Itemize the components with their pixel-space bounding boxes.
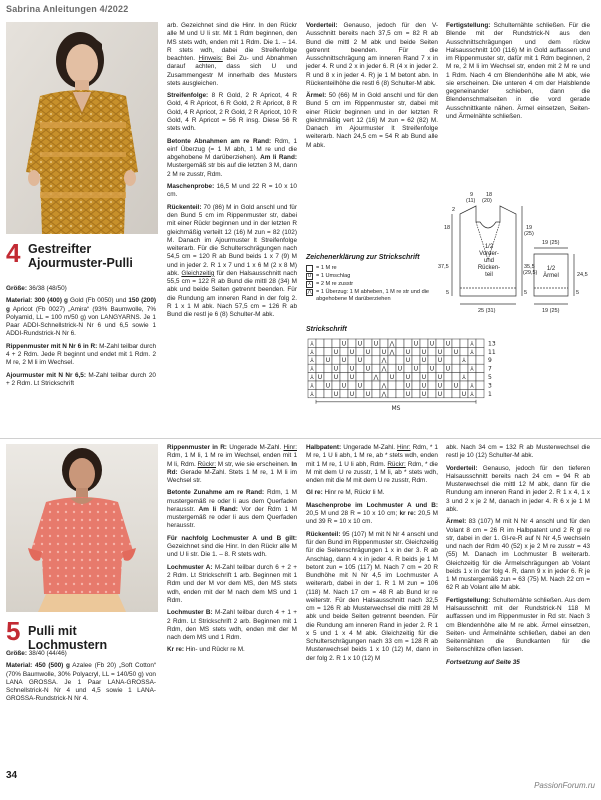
pattern4-col3 — [306, 22, 438, 154]
chart-symbol: U — [437, 348, 443, 356]
chart-symbol: U — [349, 390, 355, 398]
legend-symbol: ⋀ — [307, 289, 312, 295]
chart-symbol: U — [437, 357, 443, 365]
chart-symbol: U — [437, 374, 443, 381]
chart-symbol: U — [405, 374, 411, 381]
chart-cell — [452, 364, 460, 372]
pattern5-col2 — [167, 444, 297, 659]
legend-label: = 1 M re — [316, 265, 337, 271]
chart-cell — [356, 364, 364, 372]
paragraph: Streifenfolge: 8 R Gold, 2 R Apricot, 4 R Gold, 4 R Apricot, 6 R Gold, 2 R Apricot, 8 R Gold, 4 R Apricot, 2 R Gold, 2 R Apricot, 10 R Gold, 4 R Apricot = 56 R insg. Diese 56 R stets wdh. — [167, 92, 297, 133]
watermark: PassionForum.ru — [534, 781, 595, 790]
chart-row-number: 9 — [488, 357, 492, 365]
paragraph: Für nachfolg Lochmuster A und B gilt: Gezeichnet sind die Hinr. In den Rückr alle M und U li str. Die 1. – 8. R stets wdh. — [167, 534, 297, 559]
chart-cell — [396, 381, 404, 389]
chart-cell — [332, 381, 340, 389]
chart-symbol: U — [421, 382, 427, 390]
chart-symbol: U — [341, 340, 347, 348]
paragraph: Gl re: Hinr re M, Rückr li M. — [306, 489, 385, 497]
chart-cell — [420, 364, 428, 372]
chart-symbol: U — [365, 348, 371, 356]
page-header: Sabrina Anleitungen 4/2022 — [6, 4, 129, 14]
chart-symbol: ⅄ — [470, 365, 474, 373]
pattern5-number: 5 — [6, 616, 21, 646]
chart-symbol: U — [413, 365, 419, 373]
chart-cell — [316, 364, 324, 372]
chart-cell — [428, 356, 436, 364]
legend-label: = 1 Umschlag — [316, 273, 351, 279]
chart-cell — [332, 339, 340, 347]
chart-symbol: ⅄ — [310, 374, 314, 381]
pattern5-col3 — [306, 444, 438, 667]
sleeve-5: 5 — [576, 290, 580, 296]
pattern4-title-line1: Gestreifter — [28, 242, 92, 256]
paragraph: Maschenprobe im Lochmuster A und B: 20,5 M und 28 R = 10 x 10 cm; kr re: 20,5 M und 39 R = 10 x 10 cm. — [306, 501, 438, 526]
chart-cell — [444, 356, 452, 364]
chart-cell — [468, 356, 476, 364]
chart-symbol: U — [381, 348, 387, 356]
chart-symbol: ⅄ — [310, 382, 314, 390]
chart-cell — [476, 381, 484, 389]
chart-cell — [476, 356, 484, 364]
chart-symbol: U — [357, 357, 363, 365]
paragraph: Lochmuster B: M-Zahl teilbar durch 4 + 1 + 2 Rdm. Lt Strickschrift 2 arb. Beginnen mit 1 Rdm, den MS stets wdh, enden mit der M nach dem MS und 1 Rdm. — [167, 609, 297, 641]
chart-row-number: 5 — [488, 374, 492, 381]
dim-37: 37,5 — [438, 264, 449, 270]
dim-2: 2 — [452, 207, 456, 213]
chart-cell — [356, 373, 364, 381]
chart-symbol: U — [341, 357, 347, 365]
legend-label: = 1 Überzug: 1 M abheben, 1 M re str und die abgehobene M darüberziehen — [316, 289, 430, 302]
chart-symbol: U — [333, 348, 339, 356]
pattern4-col2 — [167, 22, 297, 323]
chart-symbol: U — [349, 374, 355, 381]
chart-symbol: U — [429, 340, 435, 348]
pattern5-col1 — [6, 650, 156, 708]
chart-cell — [436, 364, 444, 372]
chart-cell — [316, 339, 324, 347]
dim-35: 35,5 — [524, 264, 535, 270]
chart-cell — [356, 389, 364, 397]
chart-symbol: U — [445, 365, 451, 373]
chart-symbol: U — [437, 390, 443, 398]
chart-cell — [396, 339, 404, 347]
chart-cell — [444, 389, 452, 397]
paragraph: Vorderteil: Genauso, jedoch für den tieferen Halsausschnitt bereits nach 24 cm = 94 R ab Musterwechsel die mittl 12 M abk, dann für die Rundung am inneren Rand in jeder 2. R 1 x 4, 1 x 3 und 2 x je 2 M, danach in jeder 4. R 6 x je 1 M abk. — [446, 464, 590, 513]
chart-symbol: U — [461, 390, 467, 398]
chart-cell — [452, 356, 460, 364]
paragraph: Betonte Zunahme am re Rand: Rdm, 1 M mustergemäß re oder li aus dem Querfaden herausstr. Am li Rand: Vor der Rdm 1 M mustergemäß re oder li aus dem Querfaden herausstr. — [167, 489, 298, 530]
chart-symbol: U — [405, 390, 411, 398]
chart-symbol: U — [405, 382, 411, 390]
legend-symbol: U — [307, 273, 312, 279]
dim-5: 5 — [446, 290, 450, 296]
chart-cell — [460, 347, 468, 355]
pattern4-col4 — [446, 22, 590, 125]
sleeve-top: 19 (25) — [542, 240, 560, 246]
chart-cell — [476, 347, 484, 355]
front-back-label: 1/2 Vorder- und Rücken- teil — [477, 244, 501, 278]
chart-cell — [428, 389, 436, 397]
chart-cell — [420, 339, 428, 347]
chart-cell — [316, 356, 324, 364]
chart-cell — [316, 389, 324, 397]
chart-symbol: U — [453, 348, 459, 356]
chart-cell — [348, 381, 356, 389]
chart-symbol: U — [349, 365, 355, 373]
chart-symbol: U — [333, 374, 339, 381]
chart-cell — [444, 347, 452, 355]
sleeve-bottom: 19 (25) — [542, 308, 560, 314]
chart-symbol: U — [397, 365, 403, 373]
chart-symbol: U — [373, 340, 379, 348]
page-number: 34 — [6, 770, 18, 781]
chart-cell — [460, 364, 468, 372]
paragraph: Größe: 38/40 (44/46) — [6, 650, 67, 657]
size-schematic — [422, 192, 596, 320]
dim-5b: 5 — [524, 290, 528, 296]
pattern5-title-text: Pulli mit Lochmustern — [28, 624, 108, 652]
chart-symbol: ⋀ — [381, 365, 387, 373]
paragraph: Rippenmuster in R: Ungerade M-Zahl. Hinr: Rdm, 1 M li, 1 M re im Wechsel, enden mit 1 M li, Rdm. Rückr: M str, wie sie erscheinen. In Rd: Gerade M-Zahl. Stets 1 M re, 1 M li im Wechsel str. — [167, 444, 297, 484]
chart-cell — [452, 389, 460, 397]
chart-cell — [340, 347, 348, 355]
chart-symbol: U — [365, 365, 371, 373]
chart-cell — [348, 356, 356, 364]
legend-item — [306, 273, 438, 280]
chart-cell — [476, 373, 484, 381]
chart-symbol: U — [453, 382, 459, 390]
photo-striped-pullover — [6, 22, 158, 234]
chart-cell — [444, 381, 452, 389]
chart-symbol: ⅄ — [470, 348, 474, 356]
paragraph: abk. Nach 34 cm = 132 R ab Musterwechsel die restl je 10 (12) Schulter-M abk. — [446, 444, 590, 460]
chart-row-number: 11 — [488, 348, 496, 356]
chart-cell — [372, 347, 380, 355]
chart-cell — [468, 373, 476, 381]
chart-title: Strickschrift — [306, 326, 347, 333]
pattern4-title-line2: Ajourmuster-Pulli — [28, 256, 133, 270]
chart-symbol: U — [357, 340, 363, 348]
chart-symbol: U — [389, 374, 395, 381]
chart-symbol: U — [325, 357, 331, 365]
dim-bottom: 25 (31) — [478, 308, 496, 314]
paragraph: Kr re: Hin- und Rückr re M. — [167, 646, 245, 654]
dim-18: 18 — [444, 225, 451, 231]
ms-label: MS — [391, 404, 401, 412]
sleeve-side: 24,5 — [577, 272, 588, 278]
chart-symbol: ⅄ — [462, 374, 466, 381]
paragraph: Größe: 36/38 (48/50) — [6, 285, 67, 292]
dim-35b: (29,5) — [523, 270, 538, 276]
chart-cell — [356, 347, 364, 355]
chart-symbol: ⅄ — [470, 390, 474, 398]
chart-cell — [340, 389, 348, 397]
chart-cell — [444, 373, 452, 381]
chart-symbol: U — [429, 365, 435, 373]
chart-cell — [324, 339, 332, 347]
chart-cell — [404, 339, 412, 347]
paragraph: Lochmuster A: M-Zahl teilbar durch 6 + 2 + 2 Rdm. Lt Strickschrift 1 arb. Beginnen mit 1 Rdm und der M vor dem MS, den MS stets wdh, enden mit der M nach dem MS und 1 Rdm. — [167, 563, 297, 604]
chart-cell — [372, 364, 380, 372]
chart-cell — [388, 389, 396, 397]
chart-symbol: U — [317, 374, 323, 381]
chart-cell — [460, 339, 468, 347]
legend-symbol: ⅄ — [307, 281, 312, 287]
chart-cell — [364, 373, 372, 381]
chart-row-number: 7 — [488, 365, 492, 373]
dim-top-a2: (11) — [466, 198, 476, 204]
chart-cell — [340, 364, 348, 372]
chart-symbol: U — [421, 390, 427, 398]
chart-symbol: U — [333, 365, 339, 373]
legend-symbol — [306, 265, 313, 272]
legend-label: = 2 M re zusstr — [316, 281, 354, 287]
chart-cell — [380, 339, 388, 347]
chart-symbol: U — [445, 340, 451, 348]
chart-cell — [404, 364, 412, 372]
paragraph: Rückenteil: 95 (107) M mit N Nr 4 anschl und für den Bund im Rippenmuster str. Gleichzeitig für die Seitenschrägungen 1 x in der 3. R ab Anschlag, dann 4 x in jeder 4. R beids je 1 M betont zun = 105 (117) M. Nach 7 cm = 20 R Bundhöhe mit N Nr 4,5 im Lochmuster A weiterarb, dabei in der 1. R 1 M zun = 106 (118) M. Nach 17 cm = 48 R ab Bund kr re weiterstr. Für den Halsausschnitt nach 32,5 cm = 126 R ab Musterwechsel die mittl 28 M abk und beide Seiten getrennt beenden. Für die Rundung am inneren Rand in jeder 2. R 1 x 5 und 1 x 4 M abk. Gleichzeitig für die Schulterschrägungen nach 33 cm = 128 R ab Musterwechsel beids 1 x 10 (12) M, dann in der folg 2. R 1 x 10 (12) M — [306, 530, 438, 662]
chart-cell — [348, 339, 356, 347]
chart-symbol: ⅄ — [310, 340, 314, 348]
chart-cell — [460, 381, 468, 389]
legend-title: Zeichenerklärung zur Strickschrift — [306, 254, 420, 261]
chart-symbol: U — [421, 348, 427, 356]
chart-cell — [412, 356, 420, 364]
chart-symbol: ⅄ — [470, 340, 474, 348]
chart-symbol: ⋀ — [389, 340, 395, 348]
dim-top-b: 18 — [486, 192, 493, 198]
chart-cell — [436, 339, 444, 347]
legend-item — [306, 281, 438, 288]
chart-cell — [412, 389, 420, 397]
pattern5-title — [6, 616, 156, 652]
pattern4-col1 — [6, 285, 156, 393]
chart-cell — [412, 373, 420, 381]
chart-symbol: ⋀ — [389, 348, 395, 356]
chart-cell — [332, 356, 340, 364]
chart-cell — [364, 339, 372, 347]
chart-cell — [412, 347, 420, 355]
dim-top-a: 9 — [470, 192, 474, 198]
chart-symbol: U — [405, 357, 411, 365]
chart-cell — [324, 373, 332, 381]
chart-cell — [396, 389, 404, 397]
legend-item — [306, 289, 438, 303]
sleeve-label: 1/2 Ärmel — [543, 266, 559, 279]
paragraph: Rückenteil: 70 (86) M in Gold anschl und für den Bund 5 cm im Rippenmuster str, dabei mit einer Rückr beginnen und in der letzten R gleichmäßig verteilt 12 (16) M zun = 82 (102) M. Danach im Ajourmuster lt Streifenfolge weiterarb. Für die Schulterschrägungen nach 54,5 cm = 120 R ab Bund beids 1 x 7 (9) M und in jeder 2. R 1 x 7 und 1 x 6 M (2 x 8 M) abk. Gleichzeitig für den Halsausschnitt nach 55,5 cm = 122 R ab Bund die mittl 28 (34) M abk und beide Seiten getrennt beenden. Für die Rundung am inneren Rand in der folg 2. R 1 x 1 M abk. Nach 57,5 cm = 126 R ab Bund die restl je 6 (8) Schulter-M abk. — [167, 203, 298, 318]
chart-cell — [396, 373, 404, 381]
chart-symbol: U — [341, 382, 347, 390]
paragraph: Material: 450 (500) g Azalee (Fb 20) „Soft Cotton“ (70% Baumwolle, 30% Polyacryl, LL = 140/50 g) von LANA GROSSA. Je 1 Paar LANA-GROSSA-Schnellstrick-N Nr 4 und 4,5 sowie 1 LANA-GROSSA-Rundstrick-N Nr 4. — [6, 662, 157, 703]
chart-cell — [324, 364, 332, 372]
chart-row-number: 13 — [488, 340, 496, 348]
chart-cell — [372, 389, 380, 397]
chart-symbol: ⋀ — [381, 390, 387, 398]
dim-19: 19 — [526, 225, 533, 231]
pattern5-col4 — [446, 444, 590, 671]
paragraph: Fertigstellung: Schulternähte schließen. Für die Blende mit der Rundstrick-N aus den Ausschnittschrägungen und dem rückw Halsausschnitt 100 (116) M in Gold auffassen und im Rippenmuster str, dafür mit 1 Rdm beginnen, 2 M re, 2 M li im Wechsel str, enden mit 2 M re und 1 Rdm. Nach 4 cm Blendenhöhe alle M abk, wie sie erscheinen. Die unteren 4 cm der Halsblende gegeneinander schieben, dann die Blendenschmalseiten in die vord gerade Ausschnittkante nähen. Ärmel einsetzen, Seiten- und Ärmelnähte schließen. — [446, 22, 590, 120]
chart-cell — [372, 381, 380, 389]
knitting-chart — [306, 337, 496, 417]
chart-cell — [340, 373, 348, 381]
chart-cell — [396, 347, 404, 355]
chart-cell — [452, 373, 460, 381]
chart-symbol: ⅄ — [310, 365, 314, 373]
chart-symbol: U — [437, 382, 443, 390]
chart-cell — [316, 381, 324, 389]
chart-symbol: U — [421, 357, 427, 365]
paragraph: Rippenmuster mit N Nr 6 in R: M-Zahl teilbar durch 4 + 2 Rdm. Jede R beginnt und endet mit 1 Rdm. 2 M re, 2 M li im Wechsel. — [6, 342, 156, 367]
chart-cell — [316, 347, 324, 355]
paragraph: Fertigstellung: Schulternähte schließen. Aus dem Halsausschnitt mit der Rundstrick-N 118 M auffassen und im Rippenmuster in Rd str. Nach 3 cm Blendenhöhe alle M re abk. Ärmel einsetzen, Seiten- und Ärmelnähte schließen, dabei an den Seitennähten die Bundkanten für die Seitenschlitze offen lassen. — [446, 596, 590, 654]
chart-cell — [412, 381, 420, 389]
paragraph: Halbpatent: Ungerade M-Zahl. Hinr: Rdm, * 1 M re, 1 U li abh, 1 M re, ab * stets wdh, enden mit 1 M re, 1 U li abh, Rdm. Rückr: Rdm, * die M mit dem U re zusstr, 1 M li, ab * stets wdh, enden mit die M mit dem U re zusstr, Rdm. — [306, 444, 438, 484]
paragraph: Vorderteil: Genauso, jedoch für den V-Ausschnitt bereits nach 37,5 cm = 82 R ab Bund die mittl 2 M abk und beide Seiten getrennt beenden. Für die Ausschnittschrägung am inneren Rand 7 x in jeder 4. R und 2 x in jeder 6. R (4 x in jeder 2. R und 8 x in jeder 4. R) je 1 M betont abn. In Rückenteilhöhe die restl 6 (8) Schulter-M abk. — [306, 22, 438, 87]
chart-symbol: ⅄ — [470, 382, 474, 390]
chart-symbol: ⅄ — [462, 357, 466, 365]
section-divider — [0, 438, 601, 439]
paragraph: Betonte Abnahmen am re Rand: Rdm, 1 einf Überzug (= 1 M abh, 1 M re und die abgehobene M darüberziehen). Am li Rand: Mustergemäß str bis auf die letzten 3 M, dann 2 M re zusstr, Rdm. — [167, 137, 298, 178]
chart-symbol: ⋀ — [381, 382, 387, 390]
chart-symbol: ⋀ — [373, 374, 379, 381]
chart-cell — [380, 373, 388, 381]
chart-cell — [324, 389, 332, 397]
chart-cell — [372, 356, 380, 364]
chart-cell — [428, 347, 436, 355]
chart-cell — [428, 381, 436, 389]
photo-lace-pullover — [6, 444, 158, 612]
chart-cell — [388, 364, 396, 372]
chart-symbol: U — [421, 374, 427, 381]
dim-19b: (25) — [524, 231, 534, 237]
chart-cell — [476, 389, 484, 397]
chart-row-number: 3 — [488, 382, 492, 390]
chart-cell — [428, 373, 436, 381]
chart-cell — [388, 356, 396, 364]
chart-cell — [476, 339, 484, 347]
paragraph: Maschenprobe: 16,5 M und 22 R = 10 x 10 cm. — [167, 183, 297, 199]
chart-symbol: U — [349, 348, 355, 356]
pattern4-number: 4 — [6, 238, 21, 268]
chart-cell — [364, 381, 372, 389]
paragraph: Material: 300 (400) g Gold (Fb 0050) und 150 (200) g Apricot (Fb 0027) „Amira“ (93% Baumwolle, 7% Polyamid, LL = 100 m/50 g) von LANGYARNS. Je 1 Paar ADDI-Schnellstrick-N Nr 6 und 6,5 sowie 1 ADDI-Rundstrick-N Nr 6. — [6, 297, 157, 338]
chart-symbol: U — [405, 348, 411, 356]
chart-cell — [476, 364, 484, 372]
paragraph: Ajourmuster mit N Nr 6,5: M-Zahl teilbar durch 20 + 2 Rdm. Lt Strickschrift — [6, 371, 156, 388]
chart-symbol: ⅄ — [310, 357, 314, 365]
chart-row-number: 1 — [488, 390, 492, 398]
chart-symbol: ⅄ — [310, 390, 314, 398]
chart-symbol: U — [325, 382, 331, 390]
paragraph: arb. Gezeichnet sind die Hinr. In den Rückr alle M und U li str. Mit 1 Rdm beginnen, den MS stets wdh, enden mit 1 Rdm. Die 1. – 14. R stets wdh, dabei die Streifenfolge beachten. Hinweis: Bei Zu- und Abnahmen darauf achten, dass sich U und Zusammengestr M innerhalb des Musters stets ausgleichen. — [167, 22, 297, 87]
chart-cell — [396, 356, 404, 364]
chart-symbol: U — [333, 390, 339, 398]
chart-cell — [388, 381, 396, 389]
chart-cell — [364, 356, 372, 364]
chart-symbol: U — [413, 340, 419, 348]
paragraph: Ärmel: 83 (107) M mit N Nr 4 anschl und für den Volant 8 cm = 26 R im Halbpatent und 2 R gl re str, dabei in der 1. Gl-re-R auf N Nr 4,5 wechseln und nach der Rdm 40 (52) x je 2 M re zusstr = 43 (55) M. Danach im Lochmuster B weiterarb. Gleichzeitig für die Ärmelschrägungen ab Volant beids 1 x in der folg 4. R, dann 9 x in jeder 6. R je 1 M mustergemäß zun = 63 (75) M. Nach 22 cm = 62 R ab Volant alle M abk. — [446, 518, 590, 592]
chart-symbol: ⋀ — [381, 357, 387, 365]
chart-symbol: U — [357, 382, 363, 390]
chart-symbol: U — [365, 390, 371, 398]
chart-symbol: ⅄ — [310, 348, 314, 356]
pattern4-title — [6, 240, 156, 272]
paragraph: Fortsetzung auf Seite 35 — [446, 658, 520, 666]
legend-item — [306, 265, 438, 272]
chart-cell — [324, 347, 332, 355]
dim-top-b2: (20) — [482, 198, 492, 204]
chart-cell — [452, 339, 460, 347]
paragraph: Ärmel: 50 (66) M in Gold anschl und für den Bund 5 cm im Rippenmuster str, dabei mit einer Rückr beginnen und in der letzten R gleichmäßig vert 12 (16) M zun = 62 (82) M. Danach im Ajourmuster lt Streifenfolge weiterarb. Nach 24,5 cm = 54 R ab Bund alle M abk. — [306, 92, 438, 149]
